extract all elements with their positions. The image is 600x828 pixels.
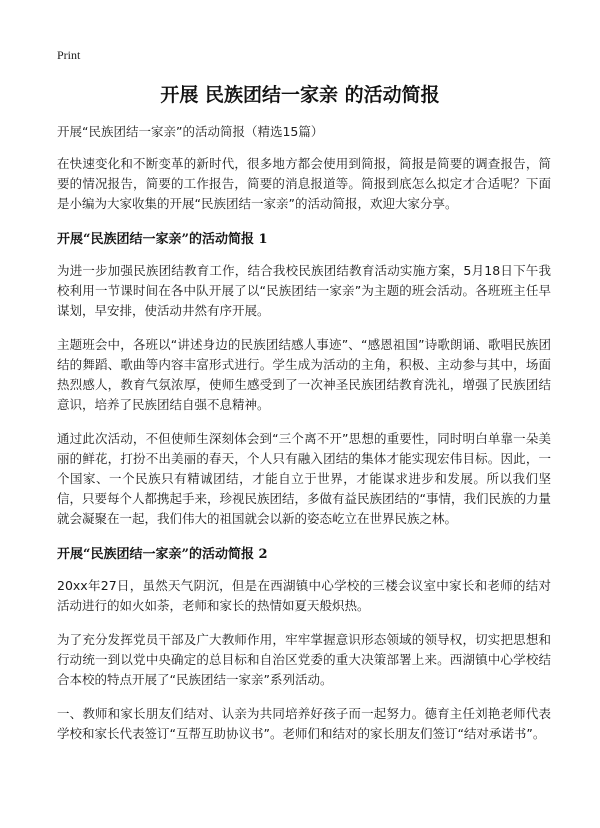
page-title: 开展 民族团结一家亲 的活动简报 bbox=[160, 84, 440, 106]
section-heading-2: 开展“民族团结一家亲”的活动简报 2 bbox=[57, 547, 268, 562]
print-link[interactable]: Print bbox=[57, 48, 81, 62]
document-body bbox=[57, 122, 551, 758]
document-subtitle: 开展“民族团结一家亲”的活动简报（精选15篇） bbox=[57, 124, 324, 139]
section-1-paragraph-1: 为进一步加强民族团结教育工作，结合我校民族团结教育活动实施方案，5月18日下午我校利用一节课时间在各中队开展了以“民族团结一家亲”为主题的班会活动。各班班主任早谋划，早安排，使活动井然有序开展。 bbox=[57, 263, 551, 318]
section-1-paragraph-2: 主题班会中，各班以“讲述身边的民族团结感人事迹”、“感恩祖国”诗歌朗诵、歌唱民族团结的舞蹈、歌曲等内容丰富形式进行。学生成为活动的主角，积极、主动参与其中，场面热烈感人，教育气氛浓厚，使师生感受到了一次神圣民族团结教育洗礼，增强了民族团结意识，培养了民族团结自强不息精神。 bbox=[57, 337, 551, 412]
section-heading-1: 开展“民族团结一家亲”的活动简报 1 bbox=[57, 232, 268, 247]
section-2-paragraph-1: 20xx年27日，虽然天气阴沉，但是在西湖镇中心学校的三楼会议室中家长和老师的结对活动进行的如火如荼，老师和家长的热情如夏天般炽热。 bbox=[57, 578, 551, 613]
section-1-paragraph-3: 通过此次活动，不但使师生深刻体会到“三个离不开”思想的重要性，同时明白单靠一朵美丽的鲜花，打扮不出美丽的春天，个人只有融入团结的集体才能实现宏伟目标。因此，一个国家、一个民族只有精诚团结，才能自立于世界，才能谋求进步和发展。所以我们坚信，只要每个人都携起手来，珍视民族团结，多做有益民族团结的“事情，我们民族的力量就会凝聚在一起，我们伟大的祖国就会以新的姿态屹立在世界民族之林。 bbox=[57, 431, 551, 526]
intro-paragraph: 在快速变化和不断变革的新时代，很多地方都会使用到简报，简报是简要的调查报告，简要的情况报告，简要的工作报告，简要的消息报道等。简报到底怎么拟定才合适呢？下面是小编为大家收集的开展“民族团结一家亲”的活动简报，欢迎大家分享。 bbox=[57, 156, 551, 211]
section-2-paragraph-2: 为了充分发挥党员干部及广大教师作用，牢牢掌握意识形态领域的领导权，切实把思想和行动统一到以党中央确定的总目标和自治区党委的重大决策部署上来。西湖镇中心学校结合本校的特点开展了“民族团结一家亲”系列活动。 bbox=[57, 632, 551, 687]
section-2-paragraph-3: 一、教师和家长朋友们结对、认亲为共同培养好孩子而一起努力。德育主任刘艳老师代表学校和家长代表签订“互帮互助协议书”。老师们和结对的家长朋友们签订“结对承诺书”。 bbox=[57, 706, 551, 741]
